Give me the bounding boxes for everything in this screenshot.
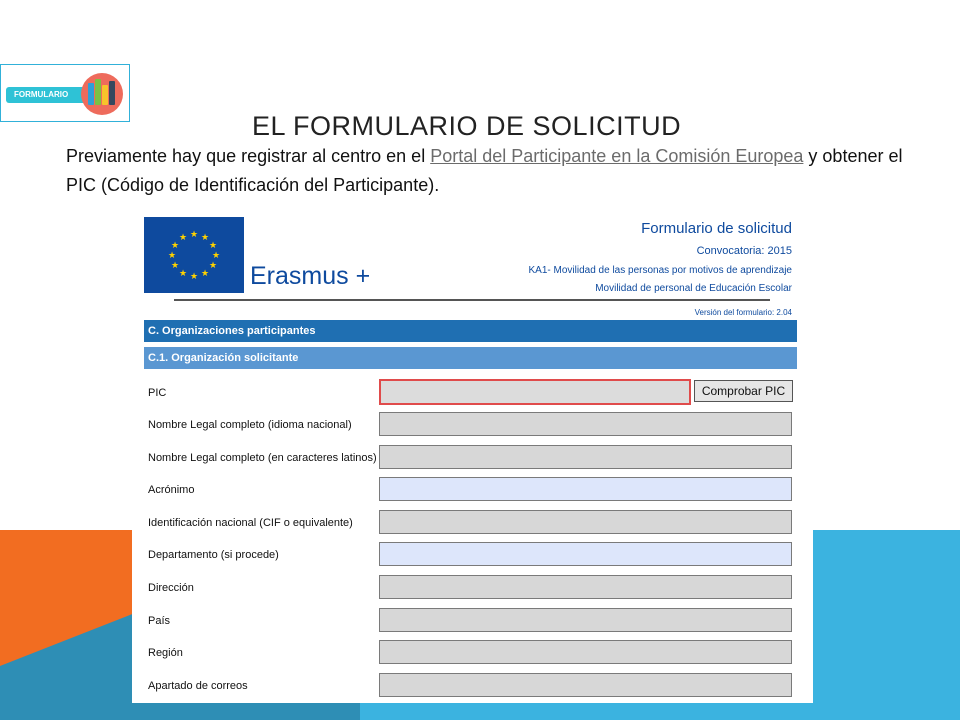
- form-row-region: [132, 640, 813, 666]
- form-row-legal-name-national: [132, 412, 813, 438]
- po-box-input[interactable]: [379, 673, 792, 697]
- form-header-call: Convocatoria: 2015: [696, 245, 792, 257]
- intro-text-after: y obtener el PIC (Código de Identificación del Participante).: [66, 146, 903, 195]
- application-form-screenshot: [132, 214, 813, 703]
- form-header-program: Movilidad de personal de Educación Escolar: [595, 283, 792, 294]
- intro-text-before: Previamente hay que registrar al centro en el: [66, 146, 431, 166]
- intro-text: [66, 142, 916, 200]
- form-version: Versión del formulario: 2.04: [694, 308, 792, 317]
- department-input[interactable]: [379, 542, 792, 566]
- form-row-pic: [132, 380, 813, 406]
- formulario-badge: [0, 64, 130, 122]
- books-icon: [81, 73, 123, 115]
- region-input[interactable]: [379, 640, 792, 664]
- form-row-department: [132, 542, 813, 568]
- eu-flag-icon: ★ ★ ★ ★ ★ ★ ★ ★ ★ ★ ★ ★: [144, 217, 244, 293]
- address-input[interactable]: [379, 575, 792, 599]
- region-label: Región: [148, 647, 183, 659]
- legal-name-national-input[interactable]: [379, 412, 792, 436]
- form-row-national-id: [132, 510, 813, 536]
- form-row-legal-name-latin: [132, 445, 813, 471]
- legal-name-latin-label: Nombre Legal completo (en caracteres latinos): [148, 452, 377, 464]
- country-label: País: [148, 615, 171, 627]
- decor-blue-strip: [360, 700, 960, 720]
- national-id-input[interactable]: [379, 510, 792, 534]
- check-pic-button[interactable]: Comprobar PIC: [694, 380, 793, 402]
- form-header-action: KA1- Movilidad de las personas por motivos de aprendizaje: [528, 265, 792, 276]
- header-divider: [174, 299, 770, 301]
- acronym-input[interactable]: [379, 477, 792, 501]
- form-header-title: Formulario de solicitud: [641, 220, 792, 237]
- address-label: Dirección: [148, 582, 194, 594]
- form-row-country: [132, 608, 813, 634]
- slide-title: EL FORMULARIO DE SOLICITUD: [252, 111, 682, 141]
- form-row-acronym: [132, 477, 813, 503]
- acronym-label: Acrónimo: [148, 484, 195, 496]
- badge-label: FORMULARIO: [6, 87, 92, 103]
- legal-name-national-label: Nombre Legal completo (idioma nacional): [148, 419, 352, 431]
- po-box-label: Apartado de correos: [148, 680, 248, 692]
- legal-name-latin-input[interactable]: [379, 445, 792, 469]
- section-header: C. Organizaciones participantes: [144, 320, 797, 342]
- country-input[interactable]: [379, 608, 792, 632]
- department-label: Departamento (si procede): [148, 549, 279, 561]
- pic-label: PIC: [148, 387, 167, 399]
- erasmus-logo-text: Erasmus +: [250, 262, 371, 290]
- form-row-po-box: [132, 673, 813, 699]
- national-id-label: Identificación nacional (CIF o equivalente): [148, 517, 353, 529]
- subsection-header: C.1. Organización solicitante: [144, 347, 797, 369]
- pic-input[interactable]: [379, 379, 691, 405]
- participant-portal-link[interactable]: Portal del Participante en la Comisión Europea: [430, 146, 804, 166]
- form-row-address: [132, 575, 813, 601]
